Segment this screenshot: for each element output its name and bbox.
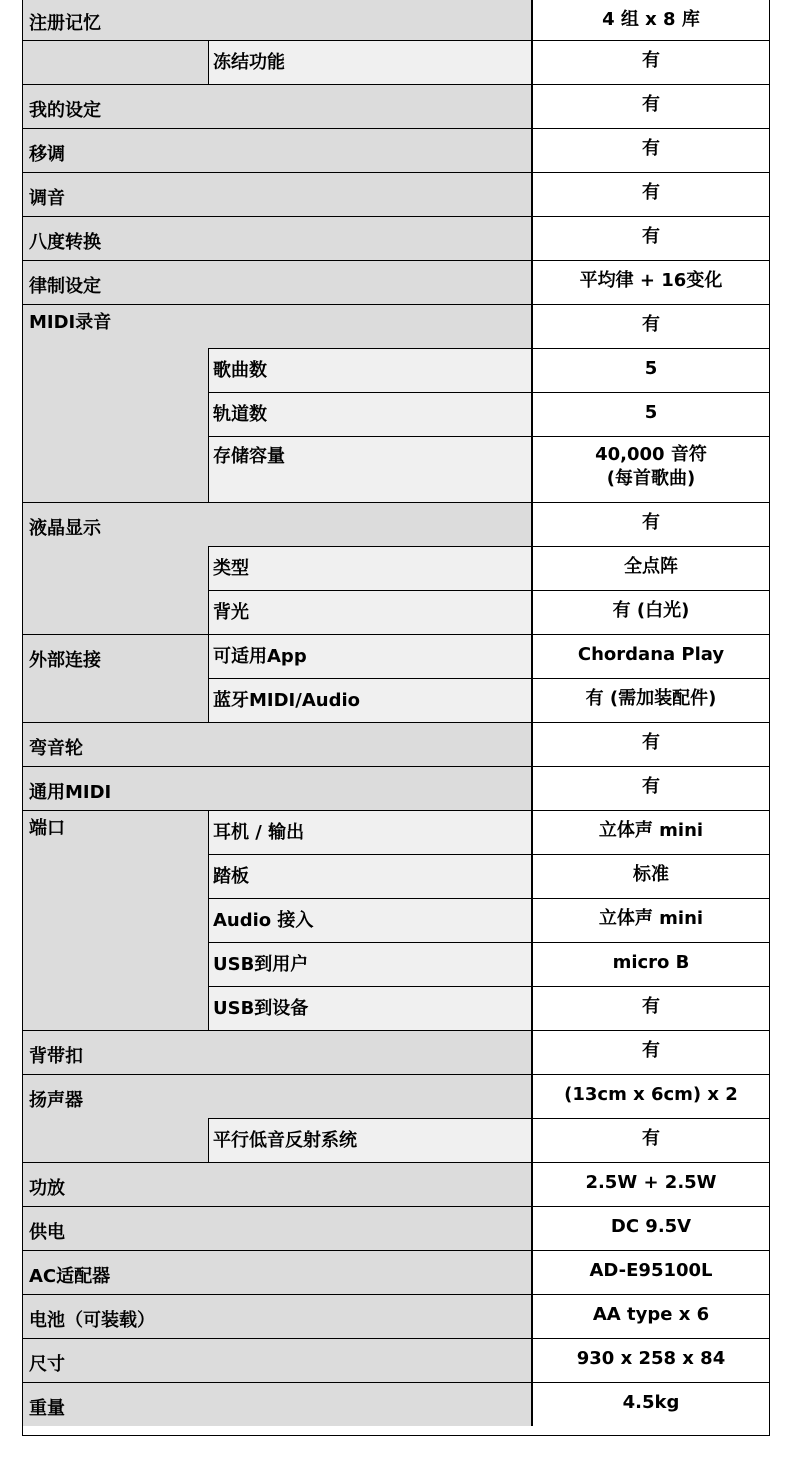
row-value-text: 2.5W + 2.5W <box>585 1172 717 1193</box>
row-label-text: 律制设定 <box>29 276 101 297</box>
row-value <box>531 678 769 722</box>
row-value <box>531 1118 769 1162</box>
row-value-text: (13cm x 6cm) x 2 <box>564 1084 738 1105</box>
row-value <box>531 0 769 40</box>
row-label <box>23 722 531 766</box>
row-label <box>23 392 208 436</box>
row-value-text: 有 (需加装配件) <box>585 688 717 709</box>
row-value <box>531 942 769 986</box>
row-sub-label-text: 蓝牙MIDI/Audio <box>213 690 360 711</box>
row-sub-label-text: 轨道数 <box>213 404 267 425</box>
row-label-text: 扬声器 <box>29 1090 83 1111</box>
row-label <box>23 1294 531 1338</box>
row-value <box>531 1382 769 1426</box>
row-sub-label <box>208 854 531 898</box>
row-sub-label-text: 歌曲数 <box>213 360 267 381</box>
row-sub-label <box>208 436 531 502</box>
row-label-text: 液晶显示 <box>29 518 101 539</box>
row-label-text: 注册记忆 <box>29 13 101 34</box>
row-label <box>23 590 208 634</box>
row-value-text: 有 <box>642 138 660 159</box>
row-value-text: 立体声 mini <box>598 908 704 929</box>
row-sub-label <box>208 590 531 634</box>
row-label <box>23 634 208 678</box>
row-value-text: 有 <box>642 996 660 1017</box>
row-value <box>531 304 769 348</box>
row-label-text: MIDI录音 <box>29 312 112 333</box>
row-sub-label-text: 踏板 <box>213 866 249 887</box>
row-value <box>531 1338 769 1382</box>
row-label-text: 供电 <box>29 1222 65 1243</box>
row-label <box>23 854 208 898</box>
row-label-text: 功放 <box>29 1178 65 1199</box>
row-value <box>531 172 769 216</box>
row-label-text: 尺寸 <box>29 1354 65 1375</box>
row-label <box>23 1338 531 1382</box>
row-label <box>23 436 208 502</box>
row-label-text: 我的设定 <box>29 100 101 121</box>
row-value <box>531 502 769 546</box>
row-sub-label <box>208 986 531 1030</box>
row-sub-label <box>208 1118 531 1162</box>
row-value <box>531 1162 769 1206</box>
row-value <box>531 1250 769 1294</box>
row-label-text: 调音 <box>29 188 65 209</box>
row-sub-label <box>208 898 531 942</box>
row-value-text: AD-E95100L <box>589 1260 713 1281</box>
row-label-text: 电池（可装载） <box>29 1310 155 1331</box>
row-value <box>531 1206 769 1250</box>
row-label <box>23 898 208 942</box>
row-sub-label <box>208 392 531 436</box>
row-value <box>531 392 769 436</box>
row-value <box>531 1074 769 1118</box>
row-value-text: 有 (白光) <box>612 600 690 621</box>
row-sub-label-text: 背光 <box>213 602 249 623</box>
row-sub-label <box>208 678 531 722</box>
row-sub-label-text: 平行低音反射系统 <box>213 1130 357 1151</box>
row-label <box>23 1162 531 1206</box>
row-sub-label <box>208 634 531 678</box>
row-value-text: 5 <box>644 358 658 379</box>
row-label <box>23 678 208 722</box>
row-value <box>531 40 769 84</box>
row-value-text: Chordana Play <box>577 644 725 665</box>
row-label-text: 八度转换 <box>29 232 101 253</box>
row-label-text: AC适配器 <box>29 1266 111 1287</box>
row-value <box>531 84 769 128</box>
row-value-text: 全点阵 <box>624 556 678 577</box>
row-value-text: 有 <box>642 512 660 533</box>
row-value-text: 有 <box>642 1040 660 1061</box>
row-sub-label-text: 冻结功能 <box>213 52 285 73</box>
row-sub-label <box>208 810 531 854</box>
row-label <box>23 84 531 128</box>
row-label <box>23 1250 531 1294</box>
row-value-text: 4 组 x 8 库 <box>602 9 700 30</box>
row-value-text: 5 <box>644 402 658 423</box>
row-value-text: 有 <box>642 1128 660 1149</box>
row-value-text: 有 <box>642 314 660 335</box>
row-value <box>531 986 769 1030</box>
row-sub-label-text: 可适用App <box>213 646 307 667</box>
row-value <box>531 854 769 898</box>
row-value <box>531 898 769 942</box>
row-value <box>531 810 769 854</box>
row-value <box>531 216 769 260</box>
row-value-text: 有 <box>642 732 660 753</box>
row-value-text: 有 <box>642 226 660 247</box>
row-label <box>23 1030 531 1074</box>
row-label <box>23 304 531 348</box>
row-label <box>23 810 208 854</box>
row-value <box>531 260 769 304</box>
spec-table <box>22 0 770 1436</box>
row-value-text: AA type x 6 <box>592 1304 710 1325</box>
row-sub-label <box>208 546 531 590</box>
row-value-text: 4.5kg <box>622 1392 680 1413</box>
row-label <box>23 1118 208 1162</box>
row-label <box>23 942 208 986</box>
row-value <box>531 436 769 502</box>
row-sub-label <box>208 348 531 392</box>
row-value <box>531 722 769 766</box>
row-label-text: 通用MIDI <box>29 782 112 803</box>
row-label <box>23 546 208 590</box>
row-value <box>531 1030 769 1074</box>
row-sub-label-text: USB到用户 <box>213 954 309 975</box>
row-value <box>531 590 769 634</box>
row-label <box>23 1206 531 1250</box>
row-label <box>23 1382 531 1426</box>
row-sub-label-text: 类型 <box>213 558 249 579</box>
row-sub-label <box>208 942 531 986</box>
row-value-text: 标准 <box>633 864 669 885</box>
row-sub-label-text: Audio 接入 <box>213 910 314 931</box>
row-value-text: 有 <box>642 94 660 115</box>
row-value-text: 有 <box>642 776 660 797</box>
row-value <box>531 348 769 392</box>
row-sub-label <box>208 40 531 84</box>
row-label-text: 弯音轮 <box>29 738 83 759</box>
row-label <box>23 348 208 392</box>
row-sub-label-text: 存储容量 <box>213 446 285 467</box>
row-value-text: 立体声 mini <box>598 820 704 841</box>
row-value-text: DC 9.5V <box>610 1216 692 1237</box>
row-label <box>23 986 208 1030</box>
row-label-text: 外部连接 <box>29 650 101 671</box>
row-label <box>23 128 531 172</box>
row-sub-label-text: 耳机 / 输出 <box>213 822 305 843</box>
row-label-text: 移调 <box>29 144 65 165</box>
row-value <box>531 1294 769 1338</box>
row-value-text: 平均律 + 16变化 <box>579 270 723 291</box>
row-value <box>531 766 769 810</box>
row-label <box>23 40 208 84</box>
row-value-text: 有 <box>642 182 660 203</box>
row-sub-label-text: USB到设备 <box>213 998 309 1019</box>
row-label <box>23 260 531 304</box>
row-value <box>531 128 769 172</box>
row-label <box>23 216 531 260</box>
row-label-text: 端口 <box>29 818 65 839</box>
row-label <box>23 766 531 810</box>
row-value-text: 930 x 258 x 84 <box>576 1348 726 1369</box>
row-label <box>23 172 531 216</box>
row-label-text: 重量 <box>29 1398 65 1419</box>
row-label <box>23 1074 531 1118</box>
row-value-text: 有 <box>642 50 660 71</box>
row-value-text: micro B <box>612 952 690 973</box>
row-label <box>23 0 531 40</box>
row-label <box>23 502 531 546</box>
row-label-text: 背带扣 <box>29 1046 83 1067</box>
row-value-text: 40,000 音符 (每首歌曲) <box>595 444 707 489</box>
row-value <box>531 634 769 678</box>
row-value <box>531 546 769 590</box>
